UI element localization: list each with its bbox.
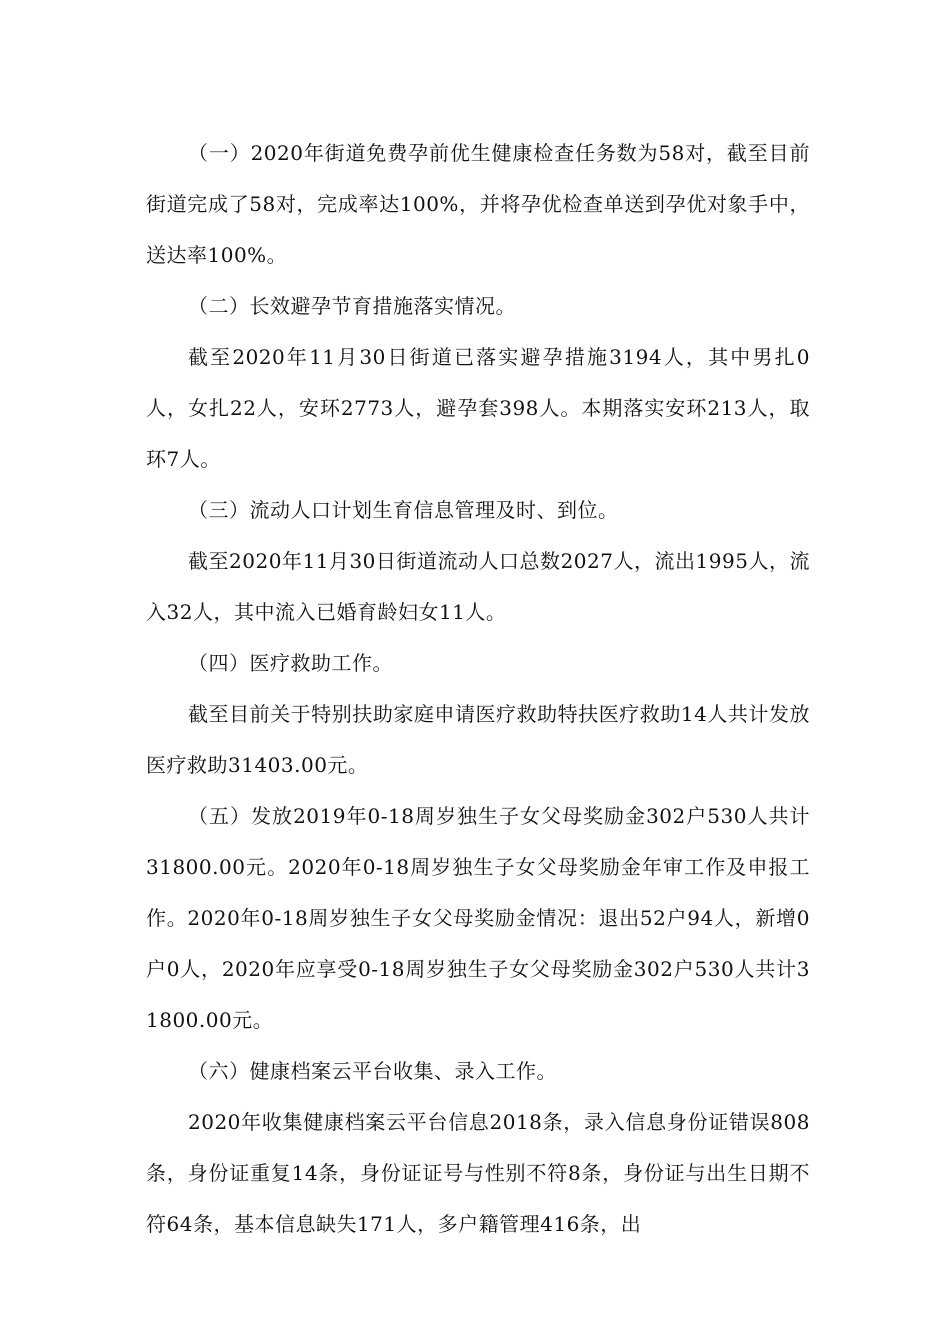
paragraph-section-4-body: 截至目前关于特别扶助家庭申请医疗救助特扶医疗救助14人共计发放医疗救助31403.00元。 — [146, 702, 810, 777]
paragraph-section-1: （一）2020年街道免费孕前优生健康检查任务数为58对，截至目前街道完成了58对，完成率达100%，并将孕优检查单送到孕优对象手中，送达率100%。 — [146, 141, 810, 267]
paragraph-section-5: （五）发放2019年0-18周岁独生子女父母奖励金302户530人共计31800.00元。2020年0-18周岁独生子女父母奖励金年审工作及申报工作。2020年0-18周岁独生子女父母奖励金情况：退出52户94人，新增0户0人，2020年应享受0-18周岁独生子女父母奖励金302户530人共计31800.00元。 — [146, 804, 810, 1032]
paragraph-section-2-heading: （二）长效避孕节育措施落实情况。 — [188, 294, 516, 318]
paragraph-section-4-heading: （四）医疗救助工作。 — [188, 651, 393, 675]
paragraph-section-2-body: 截至2020年11月30日街道已落实避孕措施3194人，其中男扎0人，女扎22人，安环2773人，避孕套398人。本期落实安环213人，取环7人。 — [146, 345, 810, 471]
paragraph-section-6-body: 2020年收集健康档案云平台信息2018条，录入信息身份证错误808条，身份证重复14条，身份证证号与性别不符8条，身份证与出生日期不符64条，基本信息缺失171人，多户籍管理416条，出 — [146, 1110, 810, 1236]
paragraph-section-6-heading: （六）健康档案云平台收集、录入工作。 — [188, 1059, 557, 1083]
paragraph-section-3-body: 截至2020年11月30日街道流动人口总数2027人，流出1995人，流入32人，其中流入已婚育龄妇女11人。 — [146, 549, 810, 624]
document-body — [146, 128, 810, 1250]
paragraph-section-3-heading: （三）流动人口计划生育信息管理及时、到位。 — [188, 498, 619, 522]
